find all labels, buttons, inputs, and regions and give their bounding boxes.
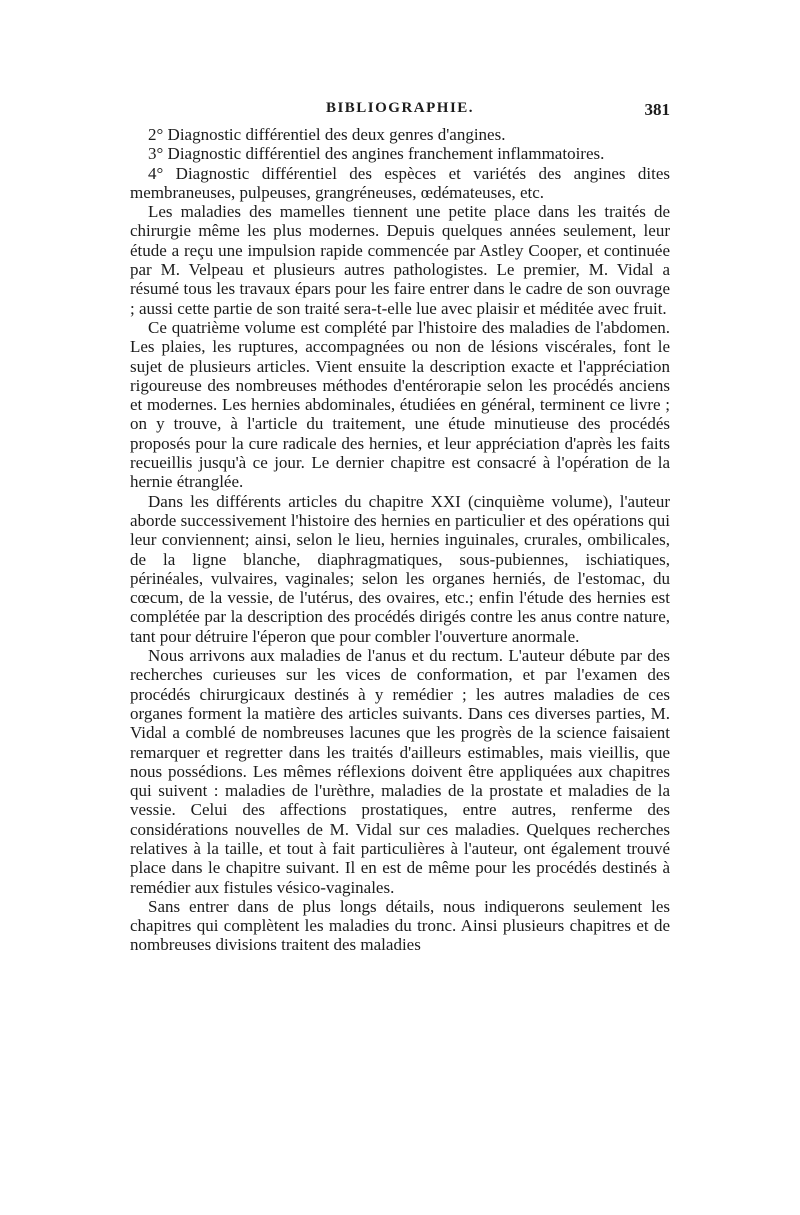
paragraph: 2° Diagnostic différentiel des deux genres d'angines. — [148, 125, 506, 144]
running-title: BIBLIOGRAPHIE. — [325, 100, 475, 116]
paragraph: Nous arrivons aux maladies de l'anus et du rectum. L'auteur débute par des recherches curieuses sur les vices de conformation, et par l'examen des procédés chirurgicaux destinés à y remédier ; les autres maladies de ces organes forment la matière des articles suivants. Dans ces diverses parties, M. Vidal a comblé de nombreuses lacunes que les progrès de la science faisaient remarquer et regretter dans les traités d'ailleurs estimables, mais vieillis, que nous possédions. Les mêmes réflexions doivent être appliquées aux chapitres qui suivent : maladies de l'urèthre, maladies de la prostate et maladies de la vessie. Celui des affections prostatiques, entre autres, renferme des considérations nouvelles de M. Vidal sur ces maladies. Quelques recherches relatives à la taille, et tout à fait particulières à l'auteur, ont également trouvé place dans le chapitre suivant. Il en est de même pour les procédés destinés à remédier aux fistules vésico-vaginales. — [130, 646, 670, 897]
paragraph: 3° Diagnostic différentiel des angines franchement inflammatoires. — [148, 144, 605, 164]
paragraph: Dans les différents articles du chapitre XXI (cinquième volume), l'auteur aborde successivement l'histoire des hernies en particulier et des opérations qui leur conviennent; ainsi, selon le lieu, hernies inguinales, crurales, ombilicales, de la ligne blanche, diaphragmatiques, sous-pubiennes, ischiatiques, périnéales, vulvaires, vaginales; selon les organes herniés, de l'estomac, du cœcum, de la vessie, de l'utérus, des ovaires, etc.; enfin l'étude des hernies est complétée par la description des procédés dirigés contre les anus contre nature, tant pour détruire l'éperon que pour combler l'ouverture anormale. — [130, 491, 670, 646]
body-text — [130, 125, 670, 955]
page-header — [130, 100, 670, 122]
paragraph: Les maladies des mamelles tiennent une petite place dans les traités de chirurgie même les plus modernes. Depuis quelques années seulement, leur étude a reçu une impulsion rapide commencée par Astley Cooper, et continuée par M. Velpeau et plusieurs autres pathologistes. Le premier, M. Vidal a résumé tous les travaux épars pour les faire entrer dans le cadre de son ouvrage ; aussi cette partie de son traité sera-t-elle lue avec plaisir et méditée avec fruit. — [130, 202, 670, 318]
paragraph: Ce quatrième volume est complété par l'histoire des maladies de l'abdomen. Les plaies, les ruptures, accompagnées ou non de lésions viscérales, font le sujet de plusieurs articles. Vient ensuite la description exacte et l'appréciation rigoureuse des nombreuses méthodes d'entérorapie selon les procédés anciens et modernes. Les hernies abdominales, étudiées en général, terminent ce livre ; on y trouve, à l'article du traitement, une étude minutieuse des procédés proposés pour la cure radicale des hernies, et leur appréciation d'après les faits recueillis jusqu'à ce jour. Le dernier chapitre est consacré à l'opération de la hernie étranglée. — [130, 317, 670, 492]
page-number: 381 — [644, 100, 670, 119]
paragraph: 4° Diagnostic différentiel des espèces et variétés des angines dites membraneuses, pulpeuses, grangréneuses, œdémateuses, etc. — [130, 163, 670, 202]
paragraph: Sans entrer dans de plus longs détails, nous indiquerons seulement les chapitres qui complètent les maladies du tronc. Ainsi plusieurs chapitres et de nombreuses divisions traitent des maladies — [130, 896, 670, 955]
